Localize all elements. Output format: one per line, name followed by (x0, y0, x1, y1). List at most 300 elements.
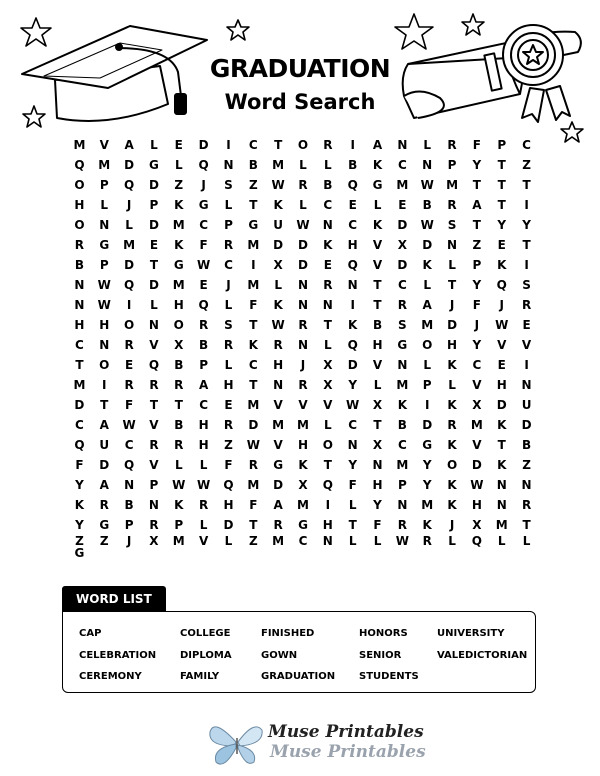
grid-letter: S (224, 178, 233, 192)
grid-letter: M (73, 378, 86, 392)
grid-letter: L (348, 534, 357, 548)
grid-letter: R (174, 378, 184, 392)
grid-letter: P (472, 258, 482, 272)
grid-letter: D (223, 518, 234, 532)
grid-letter: C (397, 438, 407, 452)
grid-letter: Y (348, 378, 358, 392)
grid-letter: K (422, 518, 432, 532)
grid-letter: G (273, 458, 284, 472)
grid-letter: L (299, 158, 307, 172)
grid-letter: W (271, 178, 285, 192)
grid-letter: L (324, 418, 332, 432)
word-list-column (180, 627, 232, 692)
grid-letter: T (249, 518, 258, 532)
grid-letter: N (447, 238, 458, 252)
grid-letter: I (226, 138, 231, 152)
grid-letter: H (198, 418, 209, 432)
grid-letter: R (273, 518, 283, 532)
grid-letter: M (272, 158, 285, 172)
grid-letter: I (524, 358, 529, 372)
grid-letter: N (74, 278, 85, 292)
grid-letter: H (347, 238, 358, 252)
grid-letter: L (423, 358, 432, 372)
grid-letter: P (224, 218, 233, 232)
grid-letter: H (223, 378, 234, 392)
grid-letter: G (149, 158, 159, 172)
grid-letter: X (472, 518, 482, 532)
grid-letter: T (522, 178, 531, 192)
star-icon (395, 14, 433, 49)
grid-letter: G (248, 218, 259, 232)
grid-letter: E (348, 198, 357, 212)
grid-letter: F (348, 478, 357, 492)
grid-letter: J (201, 178, 206, 192)
grid-letter: Y (472, 158, 482, 172)
grid-letter: L (125, 218, 133, 232)
grid-letter: N (322, 534, 333, 548)
grid-letter: M (98, 158, 111, 172)
grid-letter: V (298, 398, 308, 412)
grid-letter: Q (74, 438, 85, 452)
grid-letter: Z (99, 534, 109, 548)
grid-letter: N (397, 498, 408, 512)
grid-letter: F (373, 518, 382, 532)
grid-letter: B (397, 418, 407, 432)
grid-letter: N (397, 138, 408, 152)
grid-letter: K (497, 258, 507, 272)
grid-letter: G (372, 178, 383, 192)
grid-letter: Q (123, 178, 135, 192)
grid-letter: T (348, 518, 357, 532)
grid-letter: F (124, 398, 134, 412)
grid-letter: O (123, 318, 135, 332)
grid-letter: T (497, 198, 506, 212)
grid-letter: L (199, 518, 208, 532)
grid-letter: Y (497, 218, 507, 232)
word-list-item: CEREMONY (79, 671, 142, 682)
grid-letter: A (198, 378, 209, 392)
grid-letter: C (323, 198, 333, 212)
grid-letter: L (224, 298, 233, 312)
grid-letter: H (447, 338, 458, 352)
grid-letter: F (224, 458, 233, 472)
grid-letter: E (398, 198, 407, 212)
grid-letter: K (447, 498, 457, 512)
grid-letter: M (396, 178, 409, 192)
grid-letter: X (298, 478, 308, 492)
grid-letter: D (471, 458, 482, 472)
grid-letter: W (246, 438, 260, 452)
grid-letter: V (372, 358, 383, 372)
grid-letter: S (224, 318, 233, 332)
grid-letter: H (223, 498, 234, 512)
grid-letter: D (273, 238, 284, 252)
grid-letter: J (474, 318, 480, 332)
grid-letter: F (249, 498, 258, 512)
grid-letter: B (372, 318, 383, 332)
grid-letter: V (149, 418, 159, 432)
grid-letter: T (274, 138, 283, 152)
grid-letter: T (373, 298, 382, 312)
star-icon (21, 18, 51, 46)
star-icon (227, 20, 249, 40)
grid-letter: Q (496, 278, 507, 292)
grid-letter: M (297, 498, 309, 512)
grid-letter: B (174, 418, 184, 432)
word-list-item: FAMILY (180, 671, 220, 682)
grid-letter: R (223, 238, 234, 252)
grid-letter: H (198, 438, 209, 452)
grid-letter: L (448, 258, 456, 272)
grid-letter: G (198, 198, 209, 212)
grid-letter: K (174, 238, 184, 252)
grid-letter: R (298, 178, 308, 192)
grid-letter: V (472, 378, 482, 392)
grid-letter: Q (123, 278, 135, 292)
grid-letter: A (99, 478, 109, 492)
grid-letter: L (274, 278, 282, 292)
grid-letter: F (249, 298, 258, 312)
grid-letter: K (447, 398, 457, 412)
grid-letter: H (372, 338, 383, 352)
grid-letter: W (346, 398, 360, 412)
grid-letter: O (422, 338, 433, 352)
grid-letter: J (126, 198, 132, 212)
grid-letter: J (449, 518, 455, 532)
grid-letter: M (297, 418, 309, 432)
grid-letter: R (124, 378, 134, 392)
grid-letter: L (174, 458, 183, 472)
word-list-item: STUDENTS (359, 671, 419, 682)
grid-letter: W (470, 478, 484, 492)
grid-letter: M (172, 534, 185, 548)
grid-letter: T (472, 178, 481, 192)
grid-letter: M (396, 458, 409, 472)
grid-letter: D (148, 278, 159, 292)
diploma-scroll-icon (403, 25, 581, 122)
grid-letter: K (422, 258, 432, 272)
grid-letter: E (174, 138, 183, 152)
grid-letter: T (323, 458, 332, 472)
grid-letter: Z (224, 438, 233, 452)
grid-letter: H (74, 318, 85, 332)
grid-letter: M (272, 418, 285, 432)
grid-letter: L (224, 358, 233, 372)
grid-letter: K (447, 438, 457, 452)
word-list-item: SENIOR (359, 649, 402, 661)
grid-letter: N (124, 478, 135, 492)
grid-letter: B (522, 438, 532, 452)
grid-letter: K (248, 338, 258, 352)
grid-letter: V (99, 138, 109, 152)
grid-letter: T (472, 218, 481, 232)
grid-letter: R (199, 498, 209, 512)
grid-letter: I (251, 258, 256, 272)
grid-letter: K (447, 358, 457, 372)
grid-letter: F (75, 458, 84, 472)
grid-letter: L (324, 158, 332, 172)
grid-letter: K (447, 478, 457, 492)
grid-letter: C (75, 418, 84, 432)
logo-text: Muse Printables (268, 722, 424, 742)
grid-letter: T (249, 378, 258, 392)
grid-letter: N (74, 298, 85, 312)
grid-letter: R (149, 518, 159, 532)
grid-letter: K (298, 458, 308, 472)
grid-letter: N (273, 378, 284, 392)
grid-letter: Y (75, 478, 84, 492)
grid-letter: E (522, 318, 531, 332)
grid-letter: K (397, 398, 408, 412)
grid-letter: A (99, 418, 109, 432)
grid-letter: C (248, 358, 258, 372)
grid-letter: X (323, 358, 333, 372)
grid-letter: N (322, 218, 333, 232)
grid-letter: L (150, 298, 158, 312)
grid-letter: V (198, 534, 209, 548)
grid-letter: K (323, 238, 333, 252)
grid-letter: R (521, 498, 532, 512)
grid-letter: J (499, 298, 504, 312)
grid-letter: C (75, 338, 84, 352)
grid-letter: K (372, 158, 383, 172)
grid-letter: M (172, 278, 185, 292)
grid-letter: G (397, 338, 408, 352)
star-icon (462, 14, 484, 35)
grid-letter: T (249, 198, 258, 212)
word-list-item: CAP (79, 628, 102, 639)
grid-letter: K (497, 418, 507, 432)
word-list-item: GRADUATION (261, 671, 336, 682)
grid-letter: H (322, 518, 333, 532)
grid-letter: A (124, 138, 134, 152)
grid-letter: R (174, 438, 184, 452)
grid-letter: R (248, 458, 258, 472)
grid-letter: V (372, 238, 383, 252)
grid-letter: P (447, 158, 457, 172)
grid-letter: I (325, 498, 331, 512)
grid-letter: E (497, 358, 506, 372)
word-list-item: DIPLOMA (180, 649, 232, 661)
grid-letter: M (421, 318, 434, 332)
grid-letter: R (422, 534, 432, 548)
grid-letter: T (174, 398, 183, 412)
grid-letter: N (99, 338, 110, 352)
grid-letter: G (74, 546, 85, 560)
grid-letter: R (223, 418, 234, 432)
grid-letter: M (247, 238, 260, 252)
grid-letter: K (348, 318, 358, 332)
star-icon (561, 122, 583, 142)
grid-letter: V (149, 458, 159, 472)
grid-letter: R (199, 318, 209, 332)
grid-letter: N (496, 478, 507, 492)
grid-letter: D (347, 358, 358, 372)
grid-letter: W (97, 298, 111, 312)
grid-letter: X (397, 238, 407, 252)
grid-letter: G (173, 258, 184, 272)
grid-letter: A (273, 498, 283, 512)
grid-letter: M (470, 418, 483, 432)
grid-letter: L (324, 338, 332, 352)
grid-letter: M (247, 278, 260, 292)
grid-letter: C (199, 218, 209, 232)
grid-letter: B (248, 158, 258, 172)
grid-letter: P (497, 138, 507, 152)
grid-letter: D (273, 478, 284, 492)
grid-letter: D (124, 158, 135, 172)
grid-letter: O (322, 438, 333, 452)
page-title: GRADUATION (209, 54, 391, 83)
grid-letter: P (149, 198, 159, 212)
word-list-item: COLLEGE (180, 628, 231, 639)
grid-letter: N (148, 498, 159, 512)
grid-letter: K (273, 298, 283, 312)
grid-letter: R (397, 298, 407, 312)
grid-letter: M (495, 518, 508, 532)
grid-letter: D (298, 238, 308, 252)
grid-letter: H (471, 498, 482, 512)
grid-letter: V (273, 398, 283, 412)
grid-letter: L (423, 278, 432, 292)
grid-letter: U (273, 218, 284, 232)
grid-letter: T (323, 318, 332, 332)
grid-letter: L (174, 158, 183, 172)
grid-letter: J (300, 358, 306, 372)
grid-letter: B (74, 258, 84, 272)
grid-letter: Q (223, 478, 234, 492)
grid-letter: W (97, 278, 111, 292)
grid-letter: Q (347, 258, 358, 272)
grid-letter: W (296, 218, 310, 232)
grid-letter: V (497, 338, 507, 352)
grid-letter: L (100, 198, 109, 212)
grid-letter: M (172, 218, 185, 232)
grid-letter: P (199, 358, 209, 372)
grid-letter: D (124, 258, 135, 272)
grid-letter: F (199, 238, 208, 252)
grid-letter: M (421, 498, 434, 512)
grid-letter: N (347, 278, 358, 292)
grid-letter: D (422, 418, 433, 432)
grid-letter: X (323, 378, 333, 392)
grid-letter: D (422, 238, 433, 252)
grid-letter: L (497, 534, 506, 548)
grid-letter: J (126, 534, 132, 548)
grid-letter: E (124, 358, 134, 372)
grid-letter: Y (422, 478, 432, 492)
grid-letter: W (172, 478, 186, 492)
grid-letter: C (224, 258, 233, 272)
grid-letter: H (297, 438, 309, 452)
word-list-item: UNIVERSITY (437, 628, 505, 639)
grid-letter: L (224, 534, 233, 548)
grid-letter: L (448, 534, 456, 548)
grid-letter: K (372, 218, 383, 232)
grid-letter: D (521, 418, 532, 432)
grid-letter: R (397, 518, 407, 532)
grid-letter: I (424, 398, 430, 412)
grid-letter: D (148, 218, 159, 232)
grid-letter: X (372, 438, 383, 452)
grid-letter: S (398, 318, 407, 332)
grid-letter: R (447, 418, 457, 432)
grid-letter: L (373, 534, 382, 548)
grid-letter: A (372, 138, 383, 152)
grid-letter: U (521, 398, 532, 412)
grid-letter: X (174, 338, 184, 352)
grid-letter: W (197, 478, 211, 492)
word-list-box (62, 611, 536, 693)
grid-letter: P (422, 378, 432, 392)
grid-letter: Q (198, 298, 209, 312)
grid-letter: E (224, 398, 233, 412)
grid-letter: T (249, 318, 258, 332)
grid-letter: M (73, 138, 86, 152)
grid-letter: P (99, 258, 109, 272)
grid-letter: O (173, 318, 184, 332)
grid-letter: O (297, 138, 309, 152)
grid-letter: Q (74, 158, 85, 172)
grid-letter: M (123, 238, 136, 252)
grid-letter: X (372, 398, 383, 412)
grid-letter: F (472, 298, 481, 312)
grid-letter: R (447, 198, 457, 212)
grid-letter: T (447, 278, 457, 292)
grid-letter: K (174, 198, 184, 212)
grid-letter: Y (422, 458, 432, 472)
grid-letter: B (323, 178, 333, 192)
grid-letter: V (472, 438, 482, 452)
grid-letter: T (149, 398, 159, 412)
grid-letter: D (74, 398, 85, 412)
grid-letter: L (373, 378, 382, 392)
grid-letter: C (298, 534, 308, 548)
word-list-item: GOWN (261, 649, 298, 661)
grid-letter: R (298, 378, 308, 392)
grid-letter: Z (472, 238, 482, 252)
grid-letter: W (420, 218, 434, 232)
grid-letter: D (397, 258, 408, 272)
grid-letter: E (323, 258, 332, 272)
grid-letter: N (496, 498, 507, 512)
grid-letter: Q (123, 458, 135, 472)
grid-letter: K (74, 498, 85, 512)
grid-letter: C (199, 398, 209, 412)
grid-letter: R (447, 138, 457, 152)
grid-letter: D (99, 458, 110, 472)
grid-letter: R (323, 138, 333, 152)
grid-letter: R (124, 338, 134, 352)
grid-letter: H (173, 298, 184, 312)
grid-letter: U (99, 438, 110, 452)
grid-letter: O (74, 178, 85, 192)
grid-letter: Z (522, 458, 531, 472)
grid-letter: M (272, 534, 285, 548)
grid-letter: C (248, 138, 258, 152)
grid-letter: T (373, 278, 382, 292)
grid-letter: W (122, 418, 136, 432)
grid-letter: D (397, 218, 408, 232)
grid-letter: Z (248, 178, 258, 192)
grid-letter: T (75, 358, 84, 372)
grid-letter: T (373, 418, 382, 432)
grid-letter: N (422, 158, 433, 172)
grid-letter: Y (472, 338, 482, 352)
grid-letter: A (472, 198, 482, 212)
grid-letter: D (447, 318, 458, 332)
grid-letter: H (99, 318, 110, 332)
